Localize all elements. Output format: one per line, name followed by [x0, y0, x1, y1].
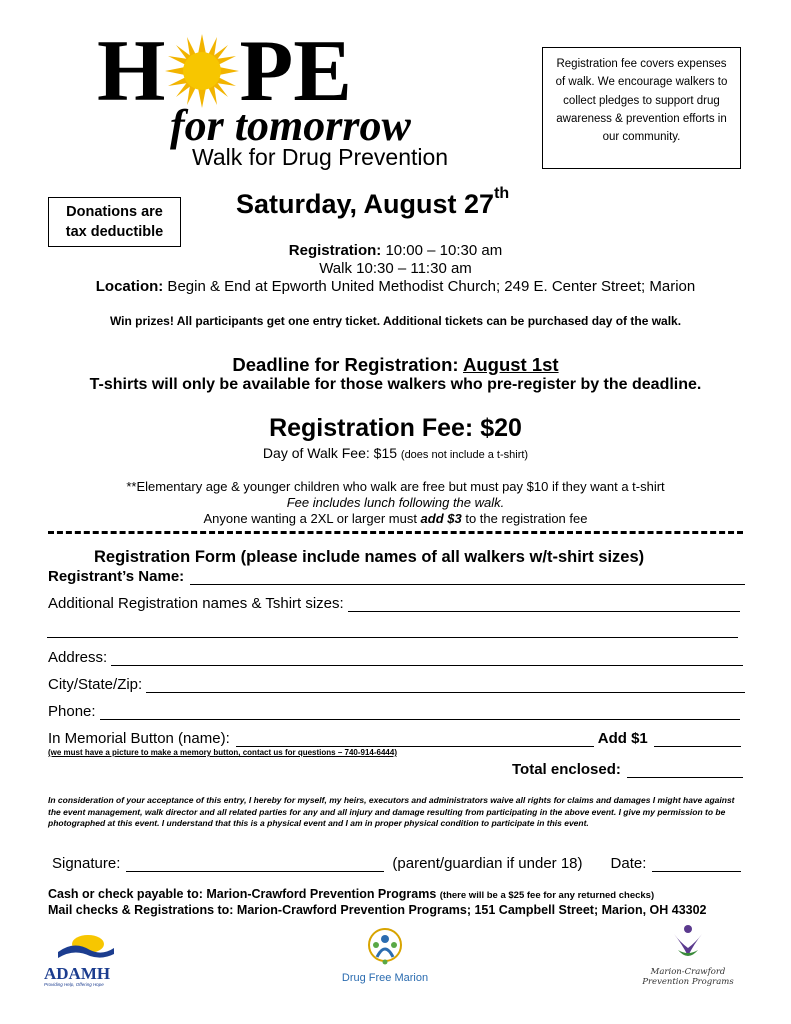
add-one-label: Add $1: [597, 730, 648, 747]
location-value: Begin & End at Epworth United Methodist Church; 249 E. Center Street; Marion: [163, 278, 696, 295]
tree-person-icon: [365, 927, 405, 967]
payable-text: Cash or check payable to: Marion-Crawford Prevention Programs: [48, 887, 440, 901]
adamh-logo: [44, 934, 120, 987]
liability-waiver: In consideration of your acceptance of this entry, I hereby for myself, my heirs, executors and administrators waive all rights for claims and damages I might have against the event management, walk director and all related parties for any and all injury and damage resulting from participating in the above event. I give my permission to be photographed at this event. I understand that this is a physical event and I am in proper physical condition to participate in this event.: [48, 795, 735, 828]
mcpp-name-1: Marion-Crawford: [650, 967, 726, 977]
total-label: Total enclosed:: [512, 761, 621, 778]
logo-tagline: for tomorrow: [170, 101, 411, 150]
tshirt-note: T-shirts will only be available for those walkers who pre-register by the deadline.: [89, 376, 702, 393]
hope-letters-pe: PE: [239, 23, 352, 120]
cut-line-divider: [48, 531, 743, 534]
phone-field[interactable]: [100, 706, 740, 720]
date-field[interactable]: [652, 858, 741, 872]
xxl-note-pre: Anyone wanting a 2XL or larger must: [203, 511, 421, 526]
address-field[interactable]: [111, 652, 743, 666]
memorial-label: In Memorial Button (name):: [48, 730, 230, 747]
registration-fee-title: Registration Fee: $20: [269, 414, 522, 442]
additional-names-field-2[interactable]: [47, 624, 738, 638]
donations-box: [48, 197, 181, 247]
xxl-note: [0, 511, 791, 526]
children-note: **Elementary age & younger children who walk are free but must pay $10 if they want a t-shirt: [126, 479, 665, 494]
address-label: Address:: [48, 649, 108, 666]
donations-line-2: tax deductible: [65, 224, 164, 240]
date-label: Date:: [610, 855, 647, 872]
city-state-zip-field[interactable]: [146, 679, 745, 693]
additional-label: Additional Registration names & Tshirt sizes:: [48, 595, 344, 612]
returned-check-note: (there will be a $25 fee for any returned checks): [439, 890, 655, 901]
donations-line-1: Donations are: [66, 204, 163, 220]
phone-label: Phone:: [48, 703, 96, 720]
day-of-fee-text: Day of Walk Fee: $15: [262, 445, 401, 461]
walk-time: Walk 10:30 – 11:30 am: [319, 260, 472, 277]
add-one-field[interactable]: [654, 733, 741, 747]
event-date: [236, 185, 510, 220]
signature-label: Signature:: [52, 855, 121, 872]
additional-row: [48, 595, 740, 612]
drug-free-marion-logo: [325, 927, 445, 992]
deadline-heading: [0, 354, 791, 376]
phone-row: [48, 703, 740, 720]
mcpp-logo: [638, 922, 738, 997]
registrant-name-field[interactable]: [190, 571, 745, 585]
city-row: [48, 676, 745, 693]
prizes-note: Win prizes! All participants get one entry ticket. Additional tickets can be purchased day of the walk.: [109, 314, 682, 328]
hands-icon: [668, 922, 708, 962]
mail-line: Mail checks & Registrations to: Marion-Crawford Prevention Programs; 151 Campbell Street; Marion, OH 43302: [48, 903, 707, 917]
location: [0, 278, 791, 295]
registration-time: [0, 242, 791, 259]
hope-letter-h: H: [97, 23, 166, 120]
signature-field[interactable]: [126, 858, 384, 872]
signature-row: [52, 855, 741, 872]
additional-names-field[interactable]: [348, 598, 740, 612]
memorial-name-field[interactable]: [236, 733, 594, 747]
form-title: Registration Form (please include names of all walkers w/t-shirt sizes): [94, 548, 645, 566]
total-enclosed-field[interactable]: [627, 764, 743, 778]
adamh-name: ADAMH: [44, 964, 111, 983]
memorial-row: [48, 730, 741, 747]
registration-time-value: 10:00 – 10:30 am: [381, 242, 503, 259]
event-date-text: Saturday, August 27: [236, 189, 495, 219]
adamh-wave-icon: [44, 934, 120, 960]
sun-icon: [165, 34, 239, 108]
logo-subtitle: Walk for Drug Prevention: [192, 144, 449, 170]
adamh-tagline: Providing Help, Offering Hope: [44, 982, 104, 987]
city-label: City/State/Zip:: [48, 676, 143, 693]
event-date-suffix: th: [494, 185, 510, 202]
address-row: [48, 649, 743, 666]
deadline-date: August 1st: [463, 354, 559, 375]
total-row: [512, 761, 743, 778]
xxl-note-bold: add $3: [420, 511, 462, 526]
xxl-note-post: to the registration fee: [461, 511, 588, 526]
mcpp-name-2: Prevention Programs: [642, 977, 734, 987]
day-of-fee-note: (does not include a t-shirt): [400, 449, 529, 461]
payable-line: [48, 887, 654, 901]
guardian-note: (parent/guardian if under 18): [392, 855, 583, 872]
fee-info-box: Registration fee covers expenses of walk. We encourage walkers to collect pledges to support drug awareness & prevention efforts in our community.: [542, 47, 741, 169]
location-label: Location:: [95, 278, 164, 295]
day-of-fee: [0, 445, 791, 461]
registration-label: Registration:: [288, 242, 382, 259]
memorial-note: (we must have a picture to make a memory button, contact us for questions – 740-914-6444): [48, 748, 397, 757]
registrant-label: Registrant’s Name:: [48, 568, 185, 585]
deadline-label: Deadline for Registration:: [232, 354, 463, 375]
dfm-name: Drug Free Marion: [341, 972, 429, 984]
lunch-note: Fee includes lunch following the walk.: [286, 495, 505, 510]
registrant-row: [48, 568, 745, 585]
